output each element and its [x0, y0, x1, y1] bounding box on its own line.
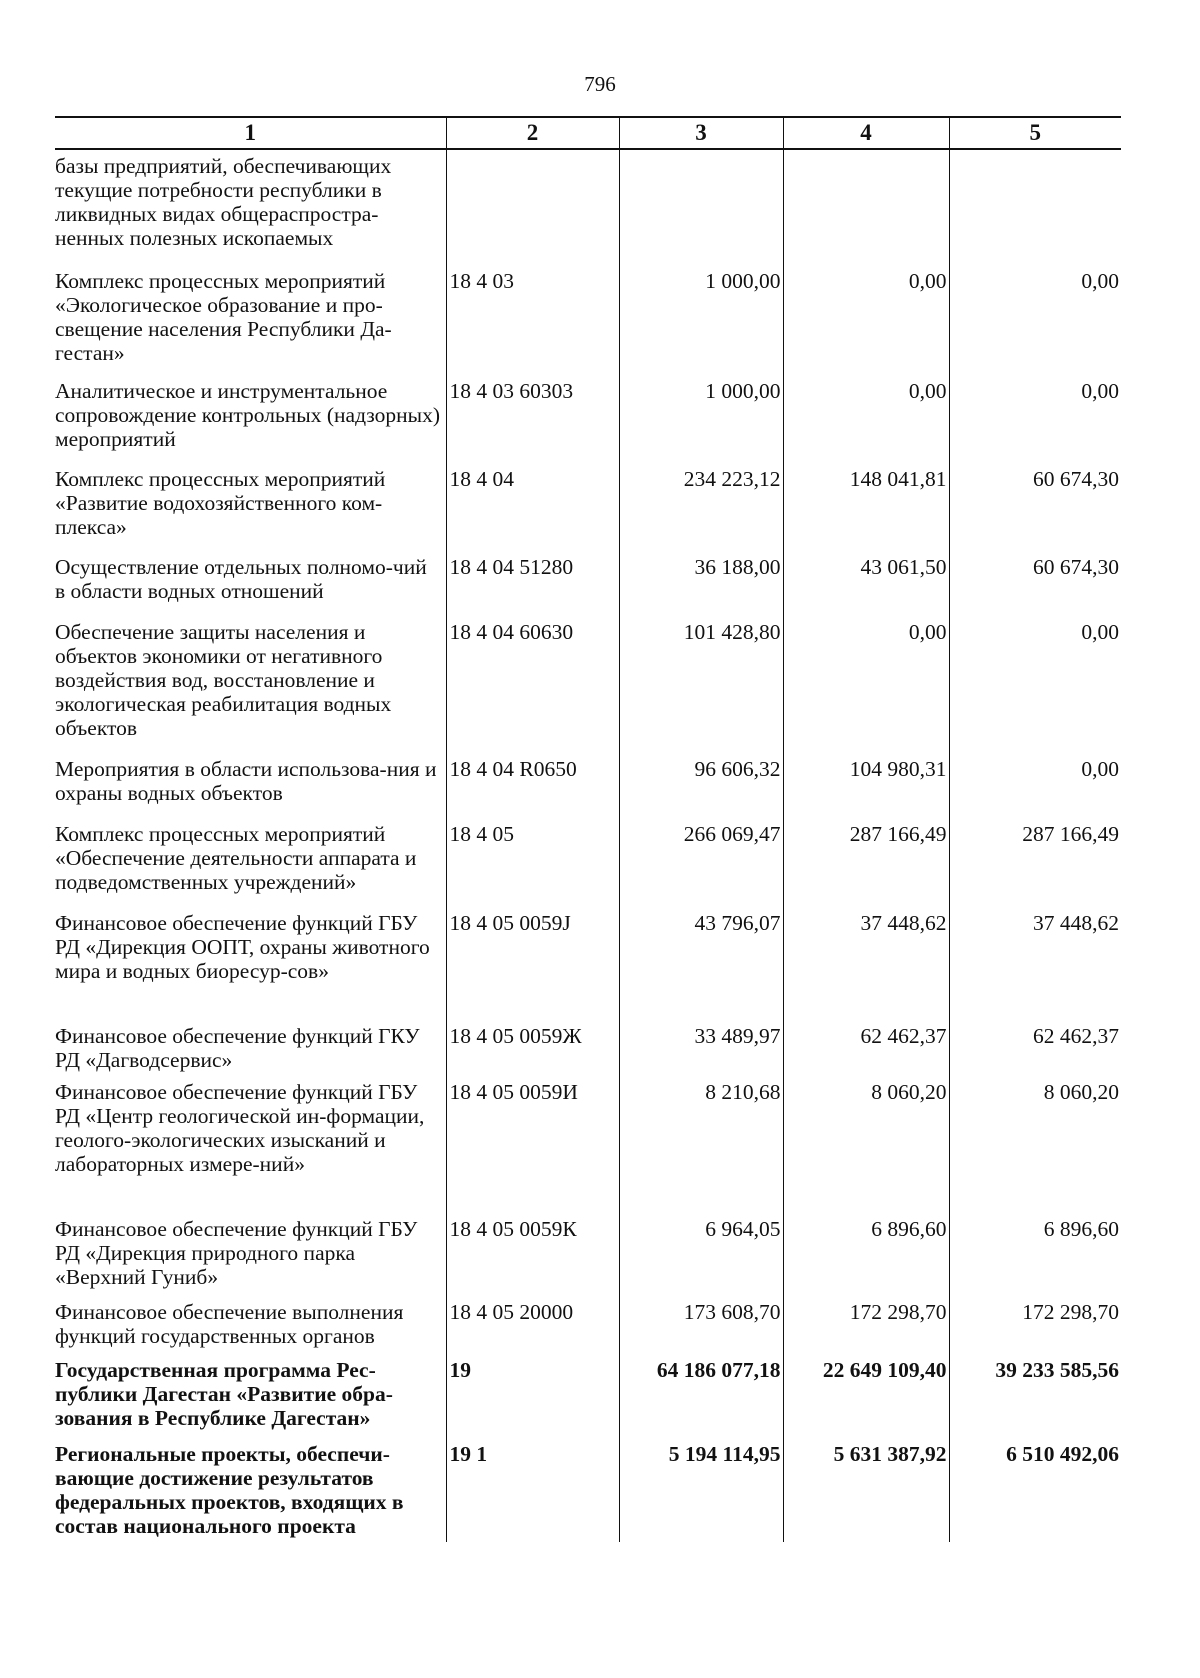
- row-name-cell: Комплекс процессных мероприятий «Обеспечение деятельности аппарата и подведомственных учреждений»: [55, 822, 417, 894]
- table-row: [55, 1358, 1121, 1442]
- table-row: [55, 269, 1121, 379]
- row-code-cell: 18 4 04: [446, 467, 619, 555]
- row-value-col5: 0,00: [949, 620, 1121, 757]
- row-value-col3: 36 188,00: [619, 555, 783, 620]
- row-value-col4: 5 631 387,92: [783, 1442, 949, 1542]
- table-row: [55, 1442, 1121, 1542]
- row-value-col4: 62 462,37: [783, 1024, 949, 1080]
- row-value-col4: 8 060,20: [783, 1080, 949, 1217]
- row-value-col5: 0,00: [949, 379, 1121, 467]
- row-value-col5: 6 510 492,06: [949, 1442, 1121, 1542]
- table-body: [55, 149, 1121, 1542]
- row-value-col5: 37 448,62: [949, 911, 1121, 1024]
- row-code-cell: 18 4 05 20000: [446, 1300, 619, 1358]
- row-value-col3: 43 796,07: [619, 911, 783, 1024]
- row-value-col4: 287 166,49: [783, 822, 949, 911]
- row-value-col3: 1 000,00: [619, 379, 783, 467]
- row-name-cell: Осуществление отдельных полномо-чий в области водных отношений: [55, 555, 427, 603]
- row-value-col4: 6 896,60: [783, 1217, 949, 1300]
- row-value-col5: 6 896,60: [949, 1217, 1121, 1300]
- row-value-col3: 5 194 114,95: [619, 1442, 783, 1542]
- row-name-cell: Финансовое обеспечение функций ГБУ РД «Дирекция природного парка «Верхний Гуниб»: [55, 1217, 418, 1289]
- table-row: [55, 911, 1121, 1024]
- row-value-col4: [783, 149, 949, 269]
- table-row: [55, 555, 1121, 620]
- table-row: [55, 379, 1121, 467]
- row-code-cell: 18 4 05 0059Ж: [446, 1024, 619, 1080]
- row-value-col3: 64 186 077,18: [619, 1358, 783, 1442]
- row-value-col4: 148 041,81: [783, 467, 949, 555]
- table-row: [55, 467, 1121, 555]
- row-code-cell: 18 4 04 60630: [446, 620, 619, 757]
- row-value-col4: 172 298,70: [783, 1300, 949, 1358]
- column-header-4: 4: [783, 117, 949, 149]
- column-header-3: 3: [619, 117, 783, 149]
- table-row: [55, 1217, 1121, 1300]
- row-value-col3: 1 000,00: [619, 269, 783, 379]
- row-name-cell: Аналитическое и инструментальное сопровождение контрольных (надзорных) мероприятий: [55, 379, 441, 451]
- row-name-cell: Финансовое обеспечение выполнения функций государственных органов: [55, 1300, 404, 1348]
- row-code-cell: [446, 149, 619, 269]
- row-value-col4: 22 649 109,40: [783, 1358, 949, 1442]
- page-number: 796: [584, 72, 616, 96]
- row-value-col3: 6 964,05: [619, 1217, 783, 1300]
- row-name-cell: Финансовое обеспечение функций ГБУ РД «Дирекция ООПТ, охраны животного мира и водных биоресур-сов»: [55, 911, 430, 983]
- table-row: [55, 1024, 1121, 1080]
- row-value-col5: 60 674,30: [949, 555, 1121, 620]
- budget-table: [55, 116, 1121, 1542]
- header-row: [55, 117, 1121, 149]
- row-code-cell: 18 4 04 R0650: [446, 757, 619, 822]
- table-row: [55, 1080, 1121, 1217]
- table-row: [55, 822, 1121, 911]
- row-value-col3: 266 069,47: [619, 822, 783, 911]
- row-code-cell: 18 4 03: [446, 269, 619, 379]
- row-value-col5: 60 674,30: [949, 467, 1121, 555]
- row-code-cell: 18 4 05 0059И: [446, 1080, 619, 1217]
- row-code-cell: 18 4 04 51280: [446, 555, 619, 620]
- row-code-cell: 18 4 05: [446, 822, 619, 911]
- row-value-col4: 104 980,31: [783, 757, 949, 822]
- row-name-cell: Государственная программа Рес-публики Дагестан «Развитие обра-зования в Республике Дагестан»: [55, 1358, 393, 1430]
- row-value-col3: 173 608,70: [619, 1300, 783, 1358]
- row-name-cell: Региональные проекты, обеспечи-вающие достижение результатов федеральных проектов, входящих в состав национального проекта: [55, 1442, 404, 1538]
- table-row: [55, 1300, 1121, 1358]
- row-code-cell: 18 4 05 0059К: [446, 1217, 619, 1300]
- row-name-cell: Финансовое обеспечение функций ГКУ РД «Дагводсервис»: [55, 1024, 420, 1072]
- row-name-cell: Мероприятия в области использова-ния и охраны водных объектов: [55, 757, 437, 805]
- row-code-cell: 19: [446, 1358, 619, 1442]
- row-value-col4: 0,00: [783, 269, 949, 379]
- column-header-5: 5: [949, 117, 1121, 149]
- row-name-cell: Обеспечение защиты населения и объектов экономики от негативного воздействия вод, восстановление и экологическая реабилитация водных объектов: [55, 620, 392, 740]
- row-value-col3: 101 428,80: [619, 620, 783, 757]
- row-name-cell: Финансовое обеспечение функций ГБУ РД «Центр геологической ин-формации, геолого-экологических изысканий и лабораторных измере-ний»: [55, 1080, 425, 1176]
- row-value-col3: 8 210,68: [619, 1080, 783, 1217]
- row-value-col3: 234 223,12: [619, 467, 783, 555]
- row-value-col5: [949, 149, 1121, 269]
- row-value-col3: 96 606,32: [619, 757, 783, 822]
- table-row: [55, 149, 1121, 269]
- row-name-cell: Комплекс процессных мероприятий «Экологическое образование и про-свещение населения Республики Да-гестан»: [55, 269, 392, 365]
- row-value-col5: 0,00: [949, 269, 1121, 379]
- row-value-col3: [619, 149, 783, 269]
- table-row: [55, 757, 1121, 822]
- row-name-cell: Комплекс процессных мероприятий «Развитие водохозяйственного ком-плекса»: [55, 467, 386, 539]
- row-value-col4: 0,00: [783, 379, 949, 467]
- column-header-1: 1: [55, 117, 446, 149]
- row-value-col5: 8 060,20: [949, 1080, 1121, 1217]
- row-value-col5: 62 462,37: [949, 1024, 1121, 1080]
- row-code-cell: 18 4 05 0059J: [446, 911, 619, 1024]
- row-value-col3: 33 489,97: [619, 1024, 783, 1080]
- row-name-cell: базы предприятий, обеспечивающих текущие потребности республики в ликвидных видах общераспростра-ненных полезных ископаемых: [55, 154, 392, 250]
- row-value-col5: 39 233 585,56: [949, 1358, 1121, 1442]
- column-header-2: 2: [446, 117, 619, 149]
- row-value-col5: 287 166,49: [949, 822, 1121, 911]
- row-value-col5: 172 298,70: [949, 1300, 1121, 1358]
- row-value-col4: 0,00: [783, 620, 949, 757]
- row-code-cell: 19 1: [446, 1442, 619, 1542]
- table-row: [55, 620, 1121, 757]
- row-value-col4: 37 448,62: [783, 911, 949, 1024]
- row-value-col5: 0,00: [949, 757, 1121, 822]
- row-value-col4: 43 061,50: [783, 555, 949, 620]
- row-code-cell: 18 4 03 60303: [446, 379, 619, 467]
